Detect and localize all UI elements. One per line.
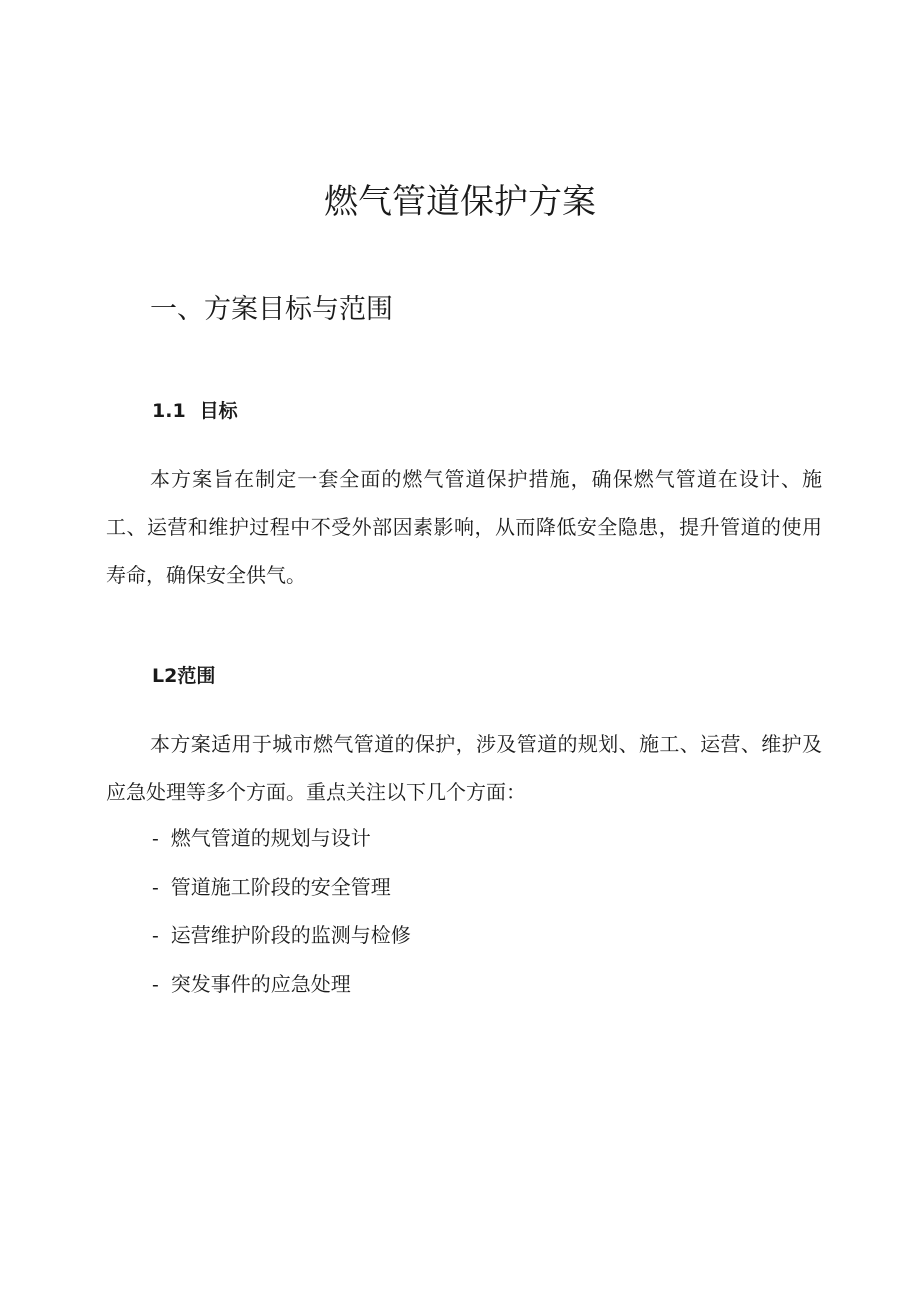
list-dash: - [152,874,159,899]
subsection-heading-goal [152,396,238,426]
list-dash: - [152,923,159,947]
section-heading: 一、方案目标与范围 [150,294,393,325]
document-title: 燃气管道保护方案 [324,182,596,222]
scope-paragraph: 本方案适用于城市燃气管道的保护，涉及管道的规划、施工、运营、维护及应急处理等多个方面。重点关注以下几个方面： [106,732,822,804]
subsection-title: 目标 [199,400,238,422]
list-item [152,863,411,912]
list-item-text: 运营维护阶段的监测与检修 [170,923,411,947]
list-item-text: 突发事件的应急处理 [170,971,351,996]
scope-list [152,814,411,1008]
list-item-text: 燃气管道的规划与设计 [170,826,371,850]
list-item [152,960,411,1009]
list-item [152,814,411,863]
list-item [152,911,411,960]
list-dash: - [152,971,159,996]
goal-paragraph: 本方案旨在制定一套全面的燃气管道保护措施，确保燃气管道在设计、施工、运营和维护过程中不受外部因素影响，从而降低安全隐患，提升管道的使用寿命，确保安全供气。 [106,467,822,587]
list-dash: - [152,826,159,850]
subsection-heading-scope: L2范围 [152,665,216,687]
list-item-text: 管道施工阶段的安全管理 [170,874,391,899]
subsection-number: 1.1 [152,400,186,422]
